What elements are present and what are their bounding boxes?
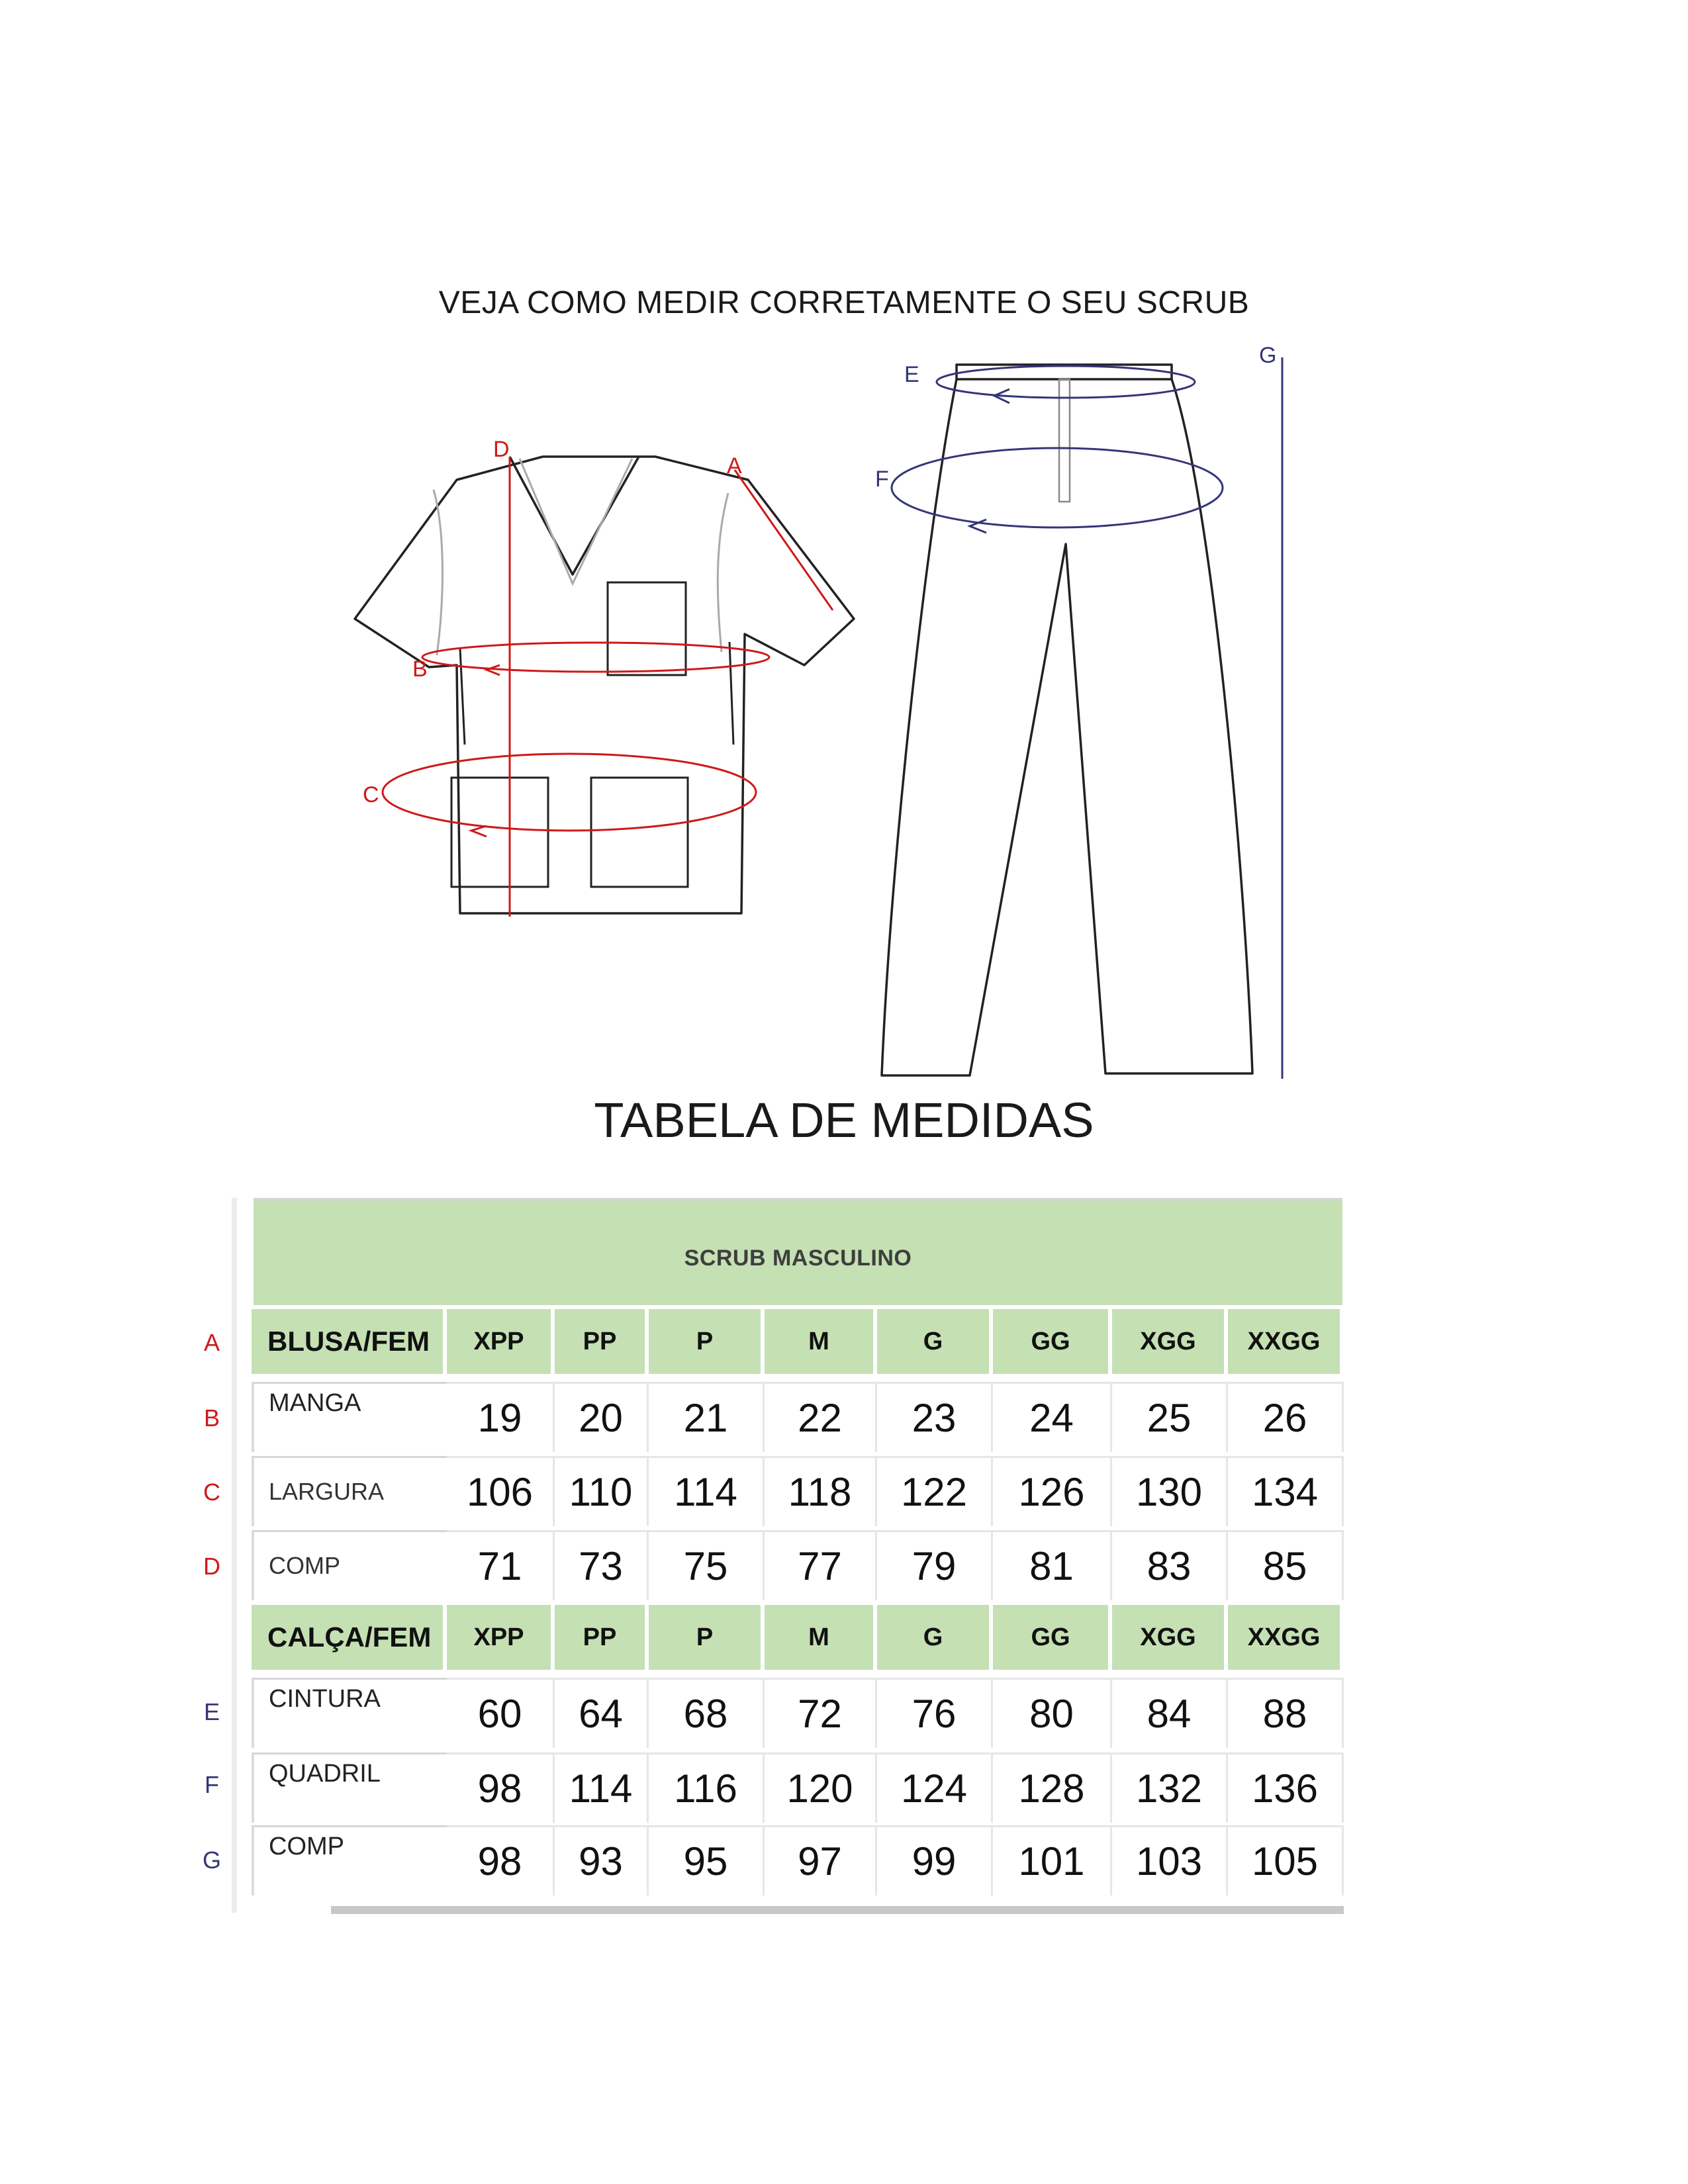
blusa-value-cell: 26 <box>1228 1382 1344 1452</box>
blusa-value-cell: 23 <box>877 1382 993 1452</box>
blusa-header-7: XGG <box>1112 1309 1228 1374</box>
blusa-value-cell: 114 <box>649 1456 765 1526</box>
blusa-header-1: XPP <box>447 1309 555 1374</box>
pants-measure-lines <box>892 357 1282 1079</box>
blusa-row-label: LARGURA <box>252 1456 447 1526</box>
blusa-value-cell: 75 <box>649 1530 765 1600</box>
calca-header-3: P <box>649 1605 765 1670</box>
side-letter-a: A <box>203 1329 220 1356</box>
blusa-value-cell: 22 <box>765 1382 877 1452</box>
side-letter-b: B <box>203 1404 220 1432</box>
calca-value-cell: 136 <box>1228 1752 1344 1823</box>
blusa-value-cell: 83 <box>1112 1530 1228 1600</box>
blusa-value-cell: 79 <box>877 1530 993 1600</box>
blusa-value-cell: 20 <box>555 1382 649 1452</box>
side-letter-d: D <box>203 1553 220 1580</box>
blusa-value-cell: 122 <box>877 1456 993 1526</box>
shirt-measure-lines <box>383 457 833 917</box>
calca-value-cell: 101 <box>993 1825 1112 1895</box>
side-letter-g: G <box>202 1846 221 1874</box>
pants-outline <box>882 365 1252 1075</box>
table-bottom-shadow <box>331 1906 1344 1914</box>
calca-header-6: GG <box>993 1605 1112 1670</box>
blusa-value-cell: 25 <box>1112 1382 1228 1452</box>
blusa-header-6: GG <box>993 1309 1112 1374</box>
blusa-header-4: M <box>765 1309 877 1374</box>
calca-value-cell: 103 <box>1112 1825 1228 1895</box>
shirt-outline <box>355 457 854 913</box>
side-letter-c: C <box>203 1479 220 1506</box>
blusa-value-cell: 71 <box>447 1530 555 1600</box>
calca-value-cell: 132 <box>1112 1752 1228 1823</box>
calca-value-cell: 114 <box>555 1752 649 1823</box>
calca-value-cell: 93 <box>555 1825 649 1895</box>
blusa-value-cell: 73 <box>555 1530 649 1600</box>
label-b: B <box>412 657 428 682</box>
calca-value-cell: 95 <box>649 1825 765 1895</box>
blusa-header-3: P <box>649 1309 765 1374</box>
label-f: F <box>875 467 889 492</box>
blusa-header-5: G <box>877 1309 993 1374</box>
calca-value-cell: 68 <box>649 1678 765 1748</box>
label-a: A <box>727 453 742 478</box>
blusa-value-cell: 118 <box>765 1456 877 1526</box>
blusa-value-cell: 77 <box>765 1530 877 1600</box>
blusa-value-cell: 81 <box>993 1530 1112 1600</box>
calca-value-cell: 84 <box>1112 1678 1228 1748</box>
calca-value-cell: 105 <box>1228 1825 1344 1895</box>
calca-value-cell: 97 <box>765 1825 877 1895</box>
blusa-row-label: MANGA <box>252 1382 447 1452</box>
calca-value-cell: 88 <box>1228 1678 1344 1748</box>
side-letter-e: E <box>203 1698 220 1725</box>
label-c: C <box>363 782 379 807</box>
calca-value-cell: 98 <box>447 1752 555 1823</box>
blusa-value-cell: 134 <box>1228 1456 1344 1526</box>
blusa-value-cell: 21 <box>649 1382 765 1452</box>
calca-header-4: M <box>765 1605 877 1670</box>
calca-header-0: CALÇA/FEM <box>252 1605 447 1670</box>
calca-header-8: XXGG <box>1228 1605 1344 1670</box>
calca-value-cell: 128 <box>993 1752 1112 1823</box>
calca-row-label: QUADRIL <box>252 1752 447 1823</box>
calca-value-cell: 60 <box>447 1678 555 1748</box>
table-title: TABELA DE MEDIDAS <box>594 1093 1094 1148</box>
table-banner <box>254 1198 1342 1305</box>
blusa-row-label: COMP <box>252 1530 447 1600</box>
calca-header-2: PP <box>555 1605 649 1670</box>
calca-header-7: XGG <box>1112 1605 1228 1670</box>
blusa-header-8: XXGG <box>1228 1309 1344 1374</box>
blusa-value-cell: 24 <box>993 1382 1112 1452</box>
blusa-value-cell: 110 <box>555 1456 649 1526</box>
calca-value-cell: 116 <box>649 1752 765 1823</box>
shirt-inner-lines <box>434 459 728 655</box>
blusa-header-2: PP <box>555 1309 649 1374</box>
calca-value-cell: 120 <box>765 1752 877 1823</box>
calca-value-cell: 72 <box>765 1678 877 1748</box>
calca-value-cell: 98 <box>447 1825 555 1895</box>
page-heading: VEJA COMO MEDIR CORRETAMENTE O SEU SCRUB <box>438 285 1250 320</box>
calca-value-cell: 99 <box>877 1825 993 1895</box>
banner-text: SCRUB MASCULINO <box>684 1246 912 1271</box>
calca-value-cell: 64 <box>555 1678 649 1748</box>
blusa-header-0: BLUSA/FEM <box>252 1309 447 1374</box>
label-e: E <box>904 362 919 387</box>
calca-row-label: CINTURA <box>252 1678 447 1748</box>
blusa-value-cell: 126 <box>993 1456 1112 1526</box>
calca-value-cell: 76 <box>877 1678 993 1748</box>
side-letter-f: F <box>205 1771 219 1798</box>
blusa-value-cell: 130 <box>1112 1456 1228 1526</box>
calca-header-5: G <box>877 1605 993 1670</box>
shirt-pockets <box>451 582 733 887</box>
calca-value-cell: 124 <box>877 1752 993 1823</box>
table-left-border <box>232 1198 237 1913</box>
label-g: G <box>1259 343 1277 368</box>
calca-header-1: XPP <box>447 1605 555 1670</box>
blusa-value-cell: 19 <box>447 1382 555 1452</box>
label-d: D <box>493 437 510 462</box>
blusa-value-cell: 106 <box>447 1456 555 1526</box>
calca-value-cell: 80 <box>993 1678 1112 1748</box>
calca-row-label: COMP <box>252 1825 447 1895</box>
blusa-value-cell: 85 <box>1228 1530 1344 1600</box>
